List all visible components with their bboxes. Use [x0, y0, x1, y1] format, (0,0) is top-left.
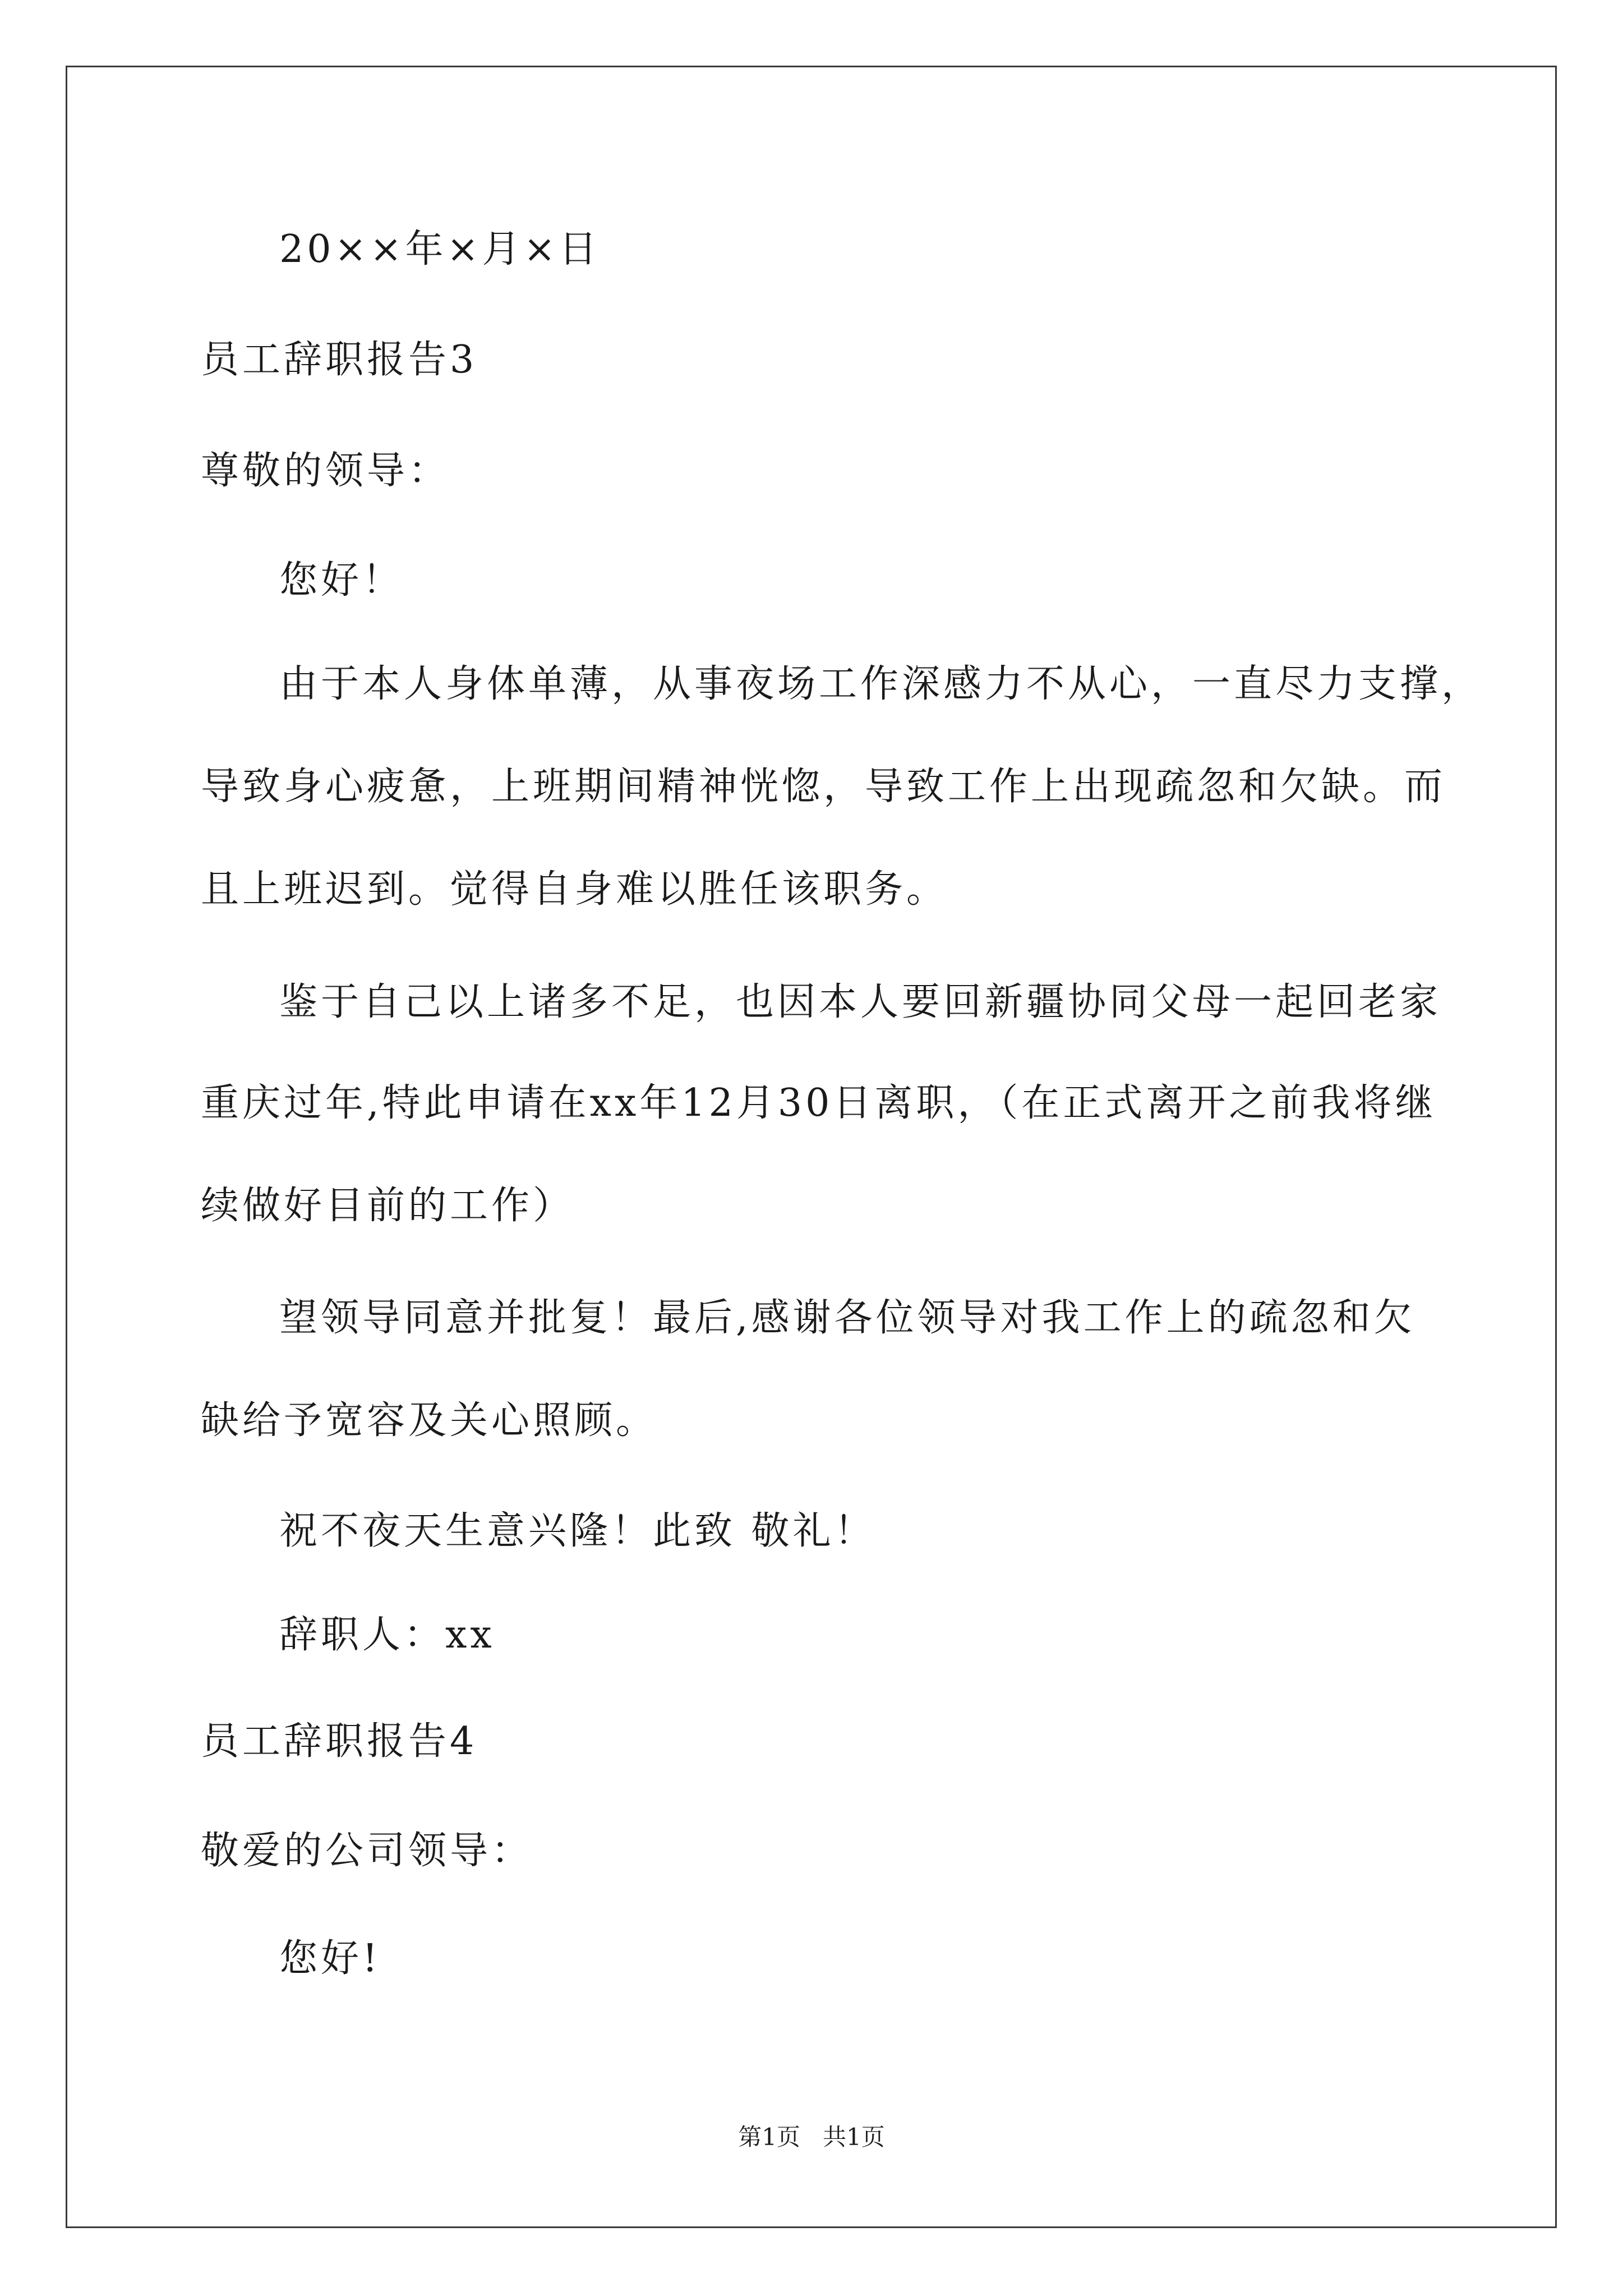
page-footer: 第1页 共1页 — [738, 2123, 885, 2151]
body-paragraph-1-line-2: 导致身心疲惫，上班期间精神恍惚，导致工作上出现疏忽和欠缺。而 — [201, 765, 1446, 809]
body-paragraph-3-line-1: 望领导同意并批复！最后,感谢各位领导对我工作上的疏忽和欠 — [279, 1296, 1415, 1340]
body-paragraph-2-line-2: 重庆过年,特此申请在xx年12月30日离职，（在正式离开之前我将继 — [201, 1081, 1437, 1125]
greeting: 您好！ — [279, 558, 404, 602]
body-paragraph-1-line-3: 且上班迟到。觉得自身难以胜任该职务。 — [201, 867, 948, 912]
body-paragraph-2-line-3: 续做好目前的工作） — [201, 1184, 575, 1228]
date-line: 20××年×月×日 — [279, 227, 601, 272]
salutation-2: 敬爱的公司领导： — [201, 1829, 533, 1873]
page-border — [66, 66, 1557, 2228]
greeting-2: 您好! — [279, 1936, 381, 1981]
signature-line: 辞职人：xx — [279, 1613, 495, 1657]
closing-line: 祝不夜天生意兴隆！此致 敬礼！ — [279, 1509, 876, 1553]
body-paragraph-1-line-1: 由于本人身体单薄，从事夜场工作深感力不从心，一直尽力支撑， — [279, 662, 1483, 706]
salutation: 尊敬的领导： — [201, 449, 450, 493]
section-title-report-4: 员工辞职报告4 — [201, 1719, 478, 1764]
body-paragraph-3-line-2: 缺给予宽容及关心照顾。 — [201, 1398, 658, 1443]
body-paragraph-2-line-1: 鉴于自己以上诸多不足，也因本人要回新疆协同父母一起回老家 — [279, 980, 1442, 1024]
section-title-report-3: 员工辞职报告3 — [201, 338, 478, 382]
